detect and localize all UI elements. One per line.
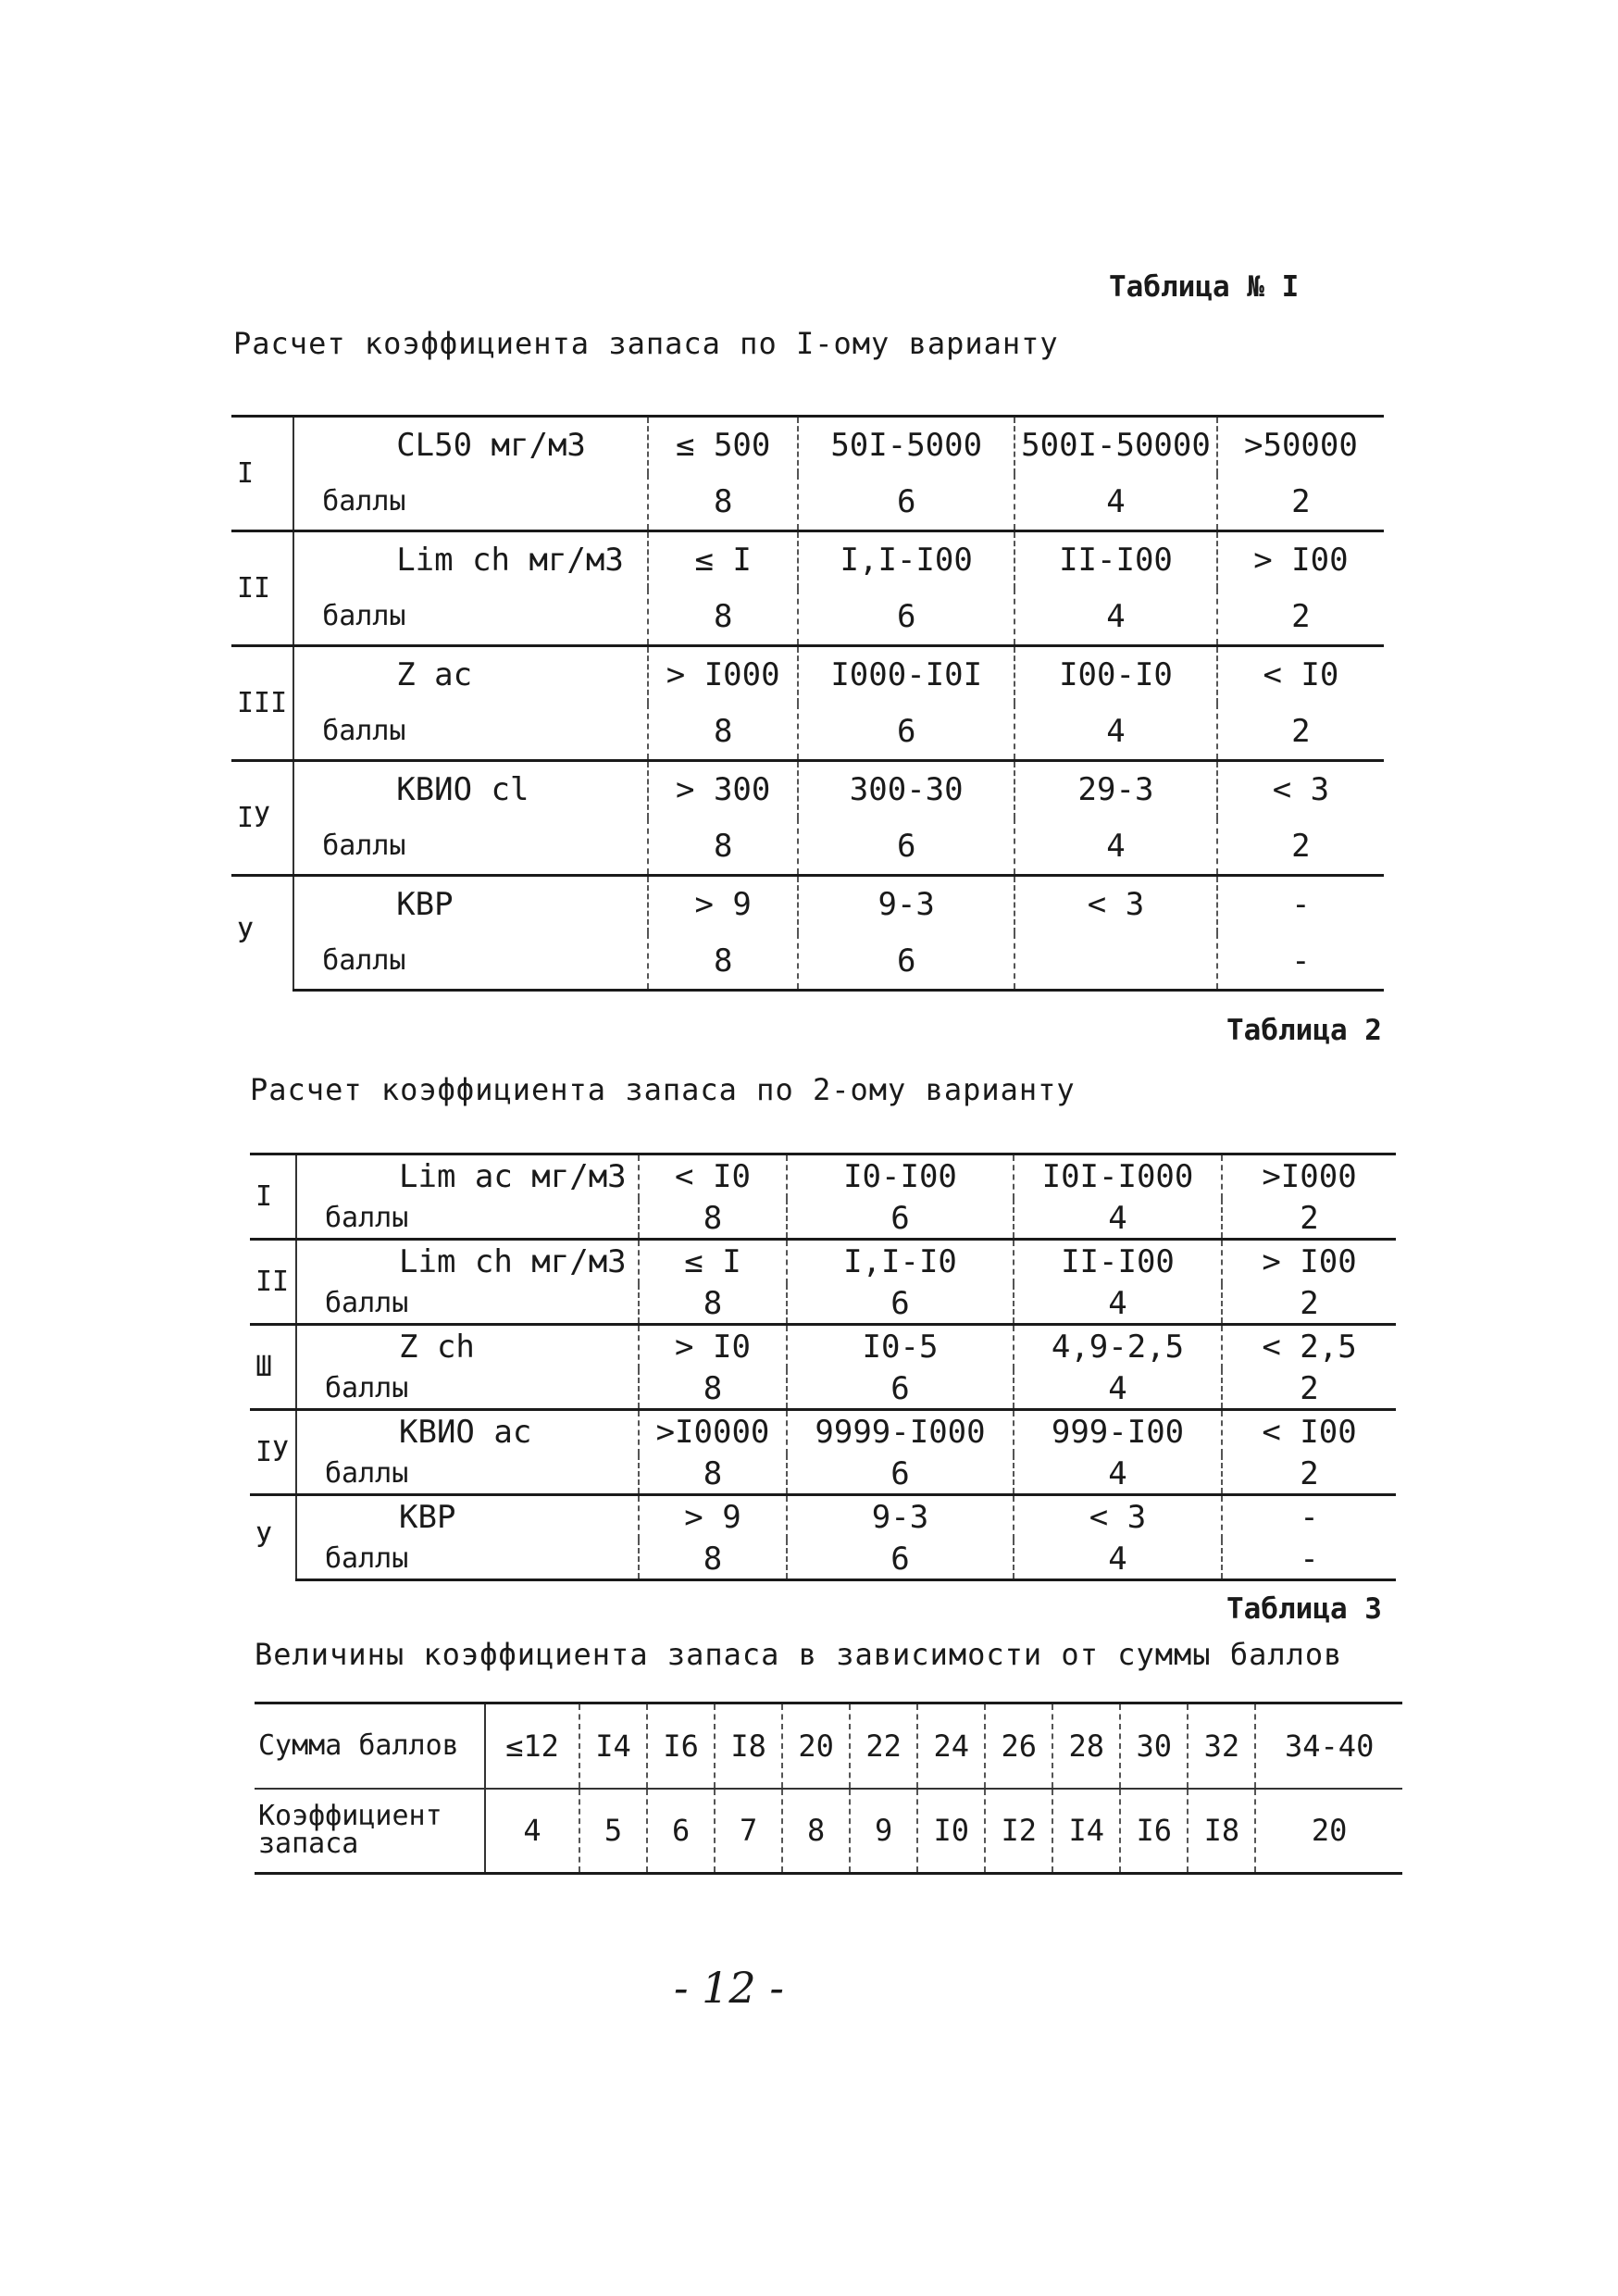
table2-score-row	[250, 1540, 1396, 1580]
coef-cell: 8	[782, 1789, 850, 1874]
table1-score-row	[231, 933, 1384, 991]
row-number: IУ	[250, 1410, 296, 1495]
score-label: баллы	[293, 933, 648, 991]
indicator-label: Z ch	[296, 1325, 639, 1369]
table1-score-row	[231, 818, 1384, 876]
table3-sum-label: Сумма баллов	[255, 1703, 485, 1789]
score-label: баллы	[293, 704, 648, 761]
range-cell: > I00	[1222, 1240, 1396, 1284]
indicator-label: Lim ch мг/м3	[296, 1240, 639, 1284]
table2-row	[250, 1495, 1396, 1540]
coef-cell: I8	[1188, 1789, 1255, 1874]
indicator-label: КВИО cl	[293, 761, 648, 818]
score-cell: 6	[787, 1284, 1014, 1325]
range-cell: ≤ I	[639, 1240, 787, 1284]
score-cell: 2	[1300, 1369, 1319, 1407]
score-cell: 6	[787, 1369, 1014, 1410]
table2-score-row	[250, 1369, 1396, 1410]
table1-score-row	[231, 589, 1384, 646]
range-cell: 9-3	[798, 876, 1014, 933]
range-cell: 4,9-2,5	[1014, 1325, 1222, 1369]
score-label: баллы	[293, 589, 648, 646]
score-cell: 4	[1014, 1199, 1222, 1240]
range-cell: < 2,5	[1222, 1325, 1396, 1369]
indicator-label: CL50 мг/м3	[293, 417, 648, 474]
score-label: баллы	[296, 1454, 639, 1495]
score-cell: 8	[648, 589, 798, 646]
table1-caption: Таблица № I	[1109, 270, 1300, 304]
score-cell: 8	[639, 1199, 787, 1240]
score-cell: 8	[639, 1540, 787, 1580]
score-cell: -	[1222, 1540, 1396, 1580]
sum-cell: 28	[1052, 1703, 1120, 1789]
range-cell: 9-3	[787, 1495, 1014, 1540]
table2-score-row	[250, 1199, 1396, 1240]
score-cell: 8	[648, 933, 798, 991]
indicator-label: Lim ch мг/м3	[293, 531, 648, 589]
range-cell: < I0	[639, 1154, 787, 1199]
score-cell: 4	[1014, 1454, 1222, 1495]
range-cell: 9999-I000	[787, 1410, 1014, 1454]
sum-cell: I8	[715, 1703, 782, 1789]
table1-row	[231, 876, 1384, 933]
coef-cell: 20	[1255, 1789, 1402, 1874]
sum-cell: 22	[850, 1703, 917, 1789]
score-cell: 2	[1291, 712, 1311, 750]
table1-body	[231, 417, 1384, 991]
table2-row	[250, 1410, 1396, 1454]
score-cell: 8	[639, 1284, 787, 1325]
page-number: - 12 -	[674, 1963, 784, 2013]
table3-heading: Величины коэффициента запаса в зависимости от суммы баллов	[255, 1637, 1343, 1672]
row-number: II	[231, 531, 293, 646]
score-label: баллы	[296, 1369, 639, 1410]
coef-cell: I6	[1120, 1789, 1188, 1874]
table2-caption: Таблица 2	[1226, 1014, 1382, 1047]
score-label: баллы	[293, 818, 648, 876]
range-cell: > 9	[648, 876, 798, 933]
coef-cell: 4	[485, 1789, 579, 1874]
table1-score-row	[231, 474, 1384, 531]
table2-row	[250, 1240, 1396, 1284]
range-cell: 500I-50000	[1014, 417, 1217, 474]
table2-row	[250, 1154, 1396, 1199]
range-cell: I0I-I000	[1014, 1154, 1222, 1199]
row-number: I	[231, 417, 293, 531]
sum-cell: 30	[1120, 1703, 1188, 1789]
range-cell: > I00	[1217, 531, 1384, 589]
range-cell: I,I-I00	[798, 531, 1014, 589]
score-label: баллы	[296, 1540, 639, 1580]
coef-cell: I4	[1052, 1789, 1120, 1874]
range-cell: < I0	[1217, 646, 1384, 704]
table3-coef-label-line1: Коэффициент	[258, 1800, 442, 1833]
score-cell: 2	[1291, 827, 1311, 865]
score-cell: 2	[1300, 1199, 1319, 1237]
score-cell: 4	[1014, 474, 1217, 531]
range-cell: >I000	[1222, 1154, 1396, 1199]
score-cell: 6	[787, 1454, 1014, 1495]
score-cell: 8	[648, 474, 798, 531]
score-cell: 2	[1291, 597, 1311, 635]
score-cell: 8	[639, 1369, 787, 1410]
table3-caption: Таблица 3	[1226, 1592, 1382, 1626]
table3-coef-label	[255, 1789, 485, 1874]
range-cell: I0-I00	[787, 1154, 1014, 1199]
range-cell: > I0	[639, 1325, 787, 1369]
score-cell: 6	[798, 933, 1014, 991]
table3-coef-row	[255, 1789, 1402, 1874]
row-number: II	[250, 1240, 296, 1325]
range-cell: ≤ 500	[648, 417, 798, 474]
score-cell	[1014, 933, 1217, 991]
row-number: У	[250, 1495, 296, 1580]
score-cell: 8	[648, 818, 798, 876]
score-label: баллы	[296, 1199, 639, 1240]
range-cell: > 9	[639, 1495, 787, 1540]
table2	[250, 1153, 1396, 1581]
range-cell: -	[1222, 1495, 1396, 1540]
range-cell: I,I-I0	[787, 1240, 1014, 1284]
range-cell: I000-I0I	[798, 646, 1014, 704]
row-number: III	[231, 646, 293, 761]
score-cell: 2	[1300, 1454, 1319, 1492]
table1-row	[231, 531, 1384, 589]
table3-sum-row	[255, 1703, 1402, 1789]
score-cell: 6	[787, 1199, 1014, 1240]
score-cell: 4	[1014, 1540, 1222, 1580]
indicator-label: КВР	[296, 1495, 639, 1540]
score-cell: 6	[798, 474, 1014, 531]
coef-cell: 5	[579, 1789, 647, 1874]
table1-row	[231, 417, 1384, 474]
score-cell: 2	[1300, 1284, 1319, 1322]
table2-score-row	[250, 1284, 1396, 1325]
score-cell: 4	[1014, 818, 1217, 876]
row-number: I	[250, 1154, 296, 1240]
table2-body	[250, 1154, 1396, 1580]
table1-heading: Расчет коэффициента запаса по I-ому варианту	[233, 326, 1059, 361]
score-cell: 4	[1014, 589, 1217, 646]
range-cell: > 300	[648, 761, 798, 818]
sum-cell: 34-40	[1255, 1703, 1402, 1789]
coef-cell: 9	[850, 1789, 917, 1874]
table1-row	[231, 761, 1384, 818]
coef-cell: 7	[715, 1789, 782, 1874]
row-number: У	[231, 876, 293, 991]
score-cell: 4	[1014, 1284, 1222, 1325]
range-cell: II-I00	[1014, 531, 1217, 589]
sum-cell: I6	[647, 1703, 715, 1789]
row-number: Ш	[250, 1325, 296, 1410]
coef-cell: I2	[985, 1789, 1052, 1874]
table3	[255, 1702, 1402, 1875]
range-cell: < 3	[1014, 1495, 1222, 1540]
score-cell: 2	[1291, 482, 1311, 520]
range-cell: 50I-5000	[798, 417, 1014, 474]
score-cell: 4	[1014, 1369, 1222, 1410]
indicator-label: Lim ac мг/м3	[296, 1154, 639, 1199]
table3-coef-label-line2: запаса	[258, 1828, 359, 1861]
score-cell: 8	[648, 704, 798, 761]
sum-cell: 26	[985, 1703, 1052, 1789]
range-cell: >50000	[1217, 417, 1384, 474]
score-cell: 8	[639, 1454, 787, 1495]
range-cell: 999-I00	[1014, 1410, 1222, 1454]
indicator-label: КВР	[293, 876, 648, 933]
score-cell: 6	[798, 704, 1014, 761]
indicator-label: КВИО ac	[296, 1410, 639, 1454]
sum-cell: 20	[782, 1703, 850, 1789]
coef-cell: I0	[917, 1789, 985, 1874]
range-cell: < I00	[1222, 1410, 1396, 1454]
score-cell: -	[1217, 933, 1384, 991]
row-number: IУ	[231, 761, 293, 876]
range-cell: ≤ I	[648, 531, 798, 589]
table2-heading: Расчет коэффициента запаса по 2-ому варианту	[250, 1072, 1076, 1107]
sum-cell: I4	[579, 1703, 647, 1789]
sum-cell: 32	[1188, 1703, 1255, 1789]
range-cell: > I000	[648, 646, 798, 704]
range-cell: I0-5	[787, 1325, 1014, 1369]
table2-row	[250, 1325, 1396, 1369]
table1-score-row	[231, 704, 1384, 761]
score-label: баллы	[293, 474, 648, 531]
range-cell: < 3	[1217, 761, 1384, 818]
range-cell: < 3	[1014, 876, 1217, 933]
score-cell: 6	[798, 589, 1014, 646]
sum-cell: 24	[917, 1703, 985, 1789]
table1	[231, 415, 1384, 992]
table2-score-row	[250, 1454, 1396, 1495]
sum-cell: ≤12	[485, 1703, 579, 1789]
range-cell: 300-30	[798, 761, 1014, 818]
range-cell: II-I00	[1014, 1240, 1222, 1284]
score-label: баллы	[296, 1284, 639, 1325]
range-cell: I00-I0	[1014, 646, 1217, 704]
coef-cell: 6	[647, 1789, 715, 1874]
indicator-label: Z ac	[293, 646, 648, 704]
range-cell: -	[1217, 876, 1384, 933]
score-cell: 6	[798, 818, 1014, 876]
score-cell: 6	[787, 1540, 1014, 1580]
range-cell: >I0000	[639, 1410, 787, 1454]
range-cell: 29-3	[1014, 761, 1217, 818]
score-cell: 4	[1014, 704, 1217, 761]
table1-row	[231, 646, 1384, 704]
